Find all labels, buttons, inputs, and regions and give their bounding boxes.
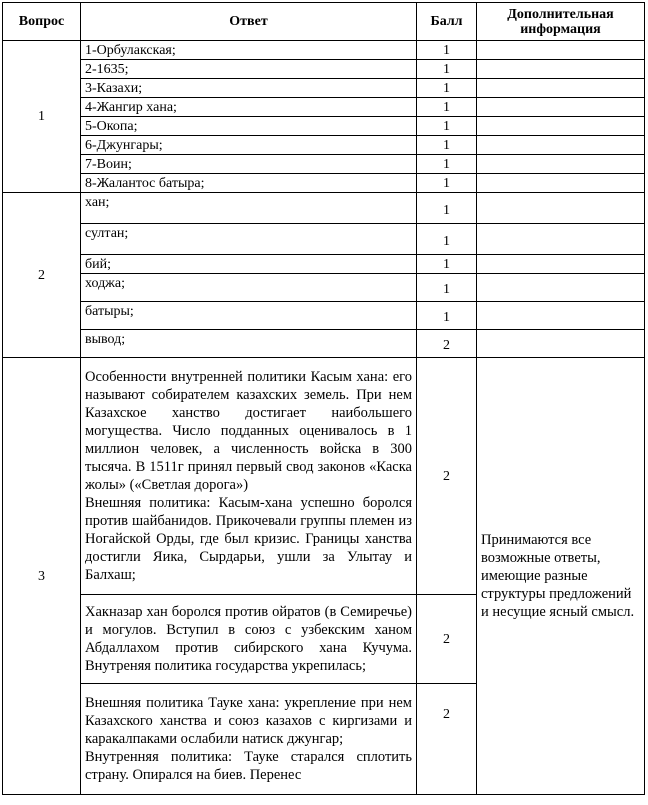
answer-cell: 1-Орбулакская; — [81, 41, 417, 60]
header-row — [3, 3, 645, 41]
answer-cell: 5-Окопа; — [81, 117, 417, 136]
answer-cell: 2-1635; — [81, 60, 417, 79]
table-row — [3, 41, 645, 60]
extra-cell — [477, 79, 645, 98]
score-cell: 1 — [417, 41, 477, 60]
extra-cell — [477, 98, 645, 117]
score-cell: 1 — [417, 274, 477, 302]
score-cell: 2 — [417, 358, 477, 595]
answer-cell: султан; — [81, 224, 417, 255]
table-row — [3, 358, 645, 595]
table-row — [3, 224, 645, 255]
answer-cell: 8-Жалантос батыра; — [81, 174, 417, 193]
score-cell: 1 — [417, 193, 477, 224]
score-cell: 1 — [417, 60, 477, 79]
table-row — [3, 255, 645, 274]
extra-cell — [477, 330, 645, 358]
answer-paragraph: Особенности внутренней политики Касым хана: его называют собирателем казахских земель. При нем Казахское ханство достигает наибольшего могущества. Число подданных оценивалось в 1 миллион человек, а численность войска в 300 тысяча. В 1511г принял первый свод законов «Каска жолы» («Светлая дорога») — [85, 369, 412, 493]
score-cell: 1 — [417, 255, 477, 274]
score-cell: 1 — [417, 79, 477, 98]
question-number-3: 3 — [3, 358, 81, 795]
score-cell: 2 — [417, 330, 477, 358]
header-extra: Дополнительная информация — [477, 3, 645, 41]
header-question: Вопрос — [3, 3, 81, 41]
answer-cell: батыры; — [81, 302, 417, 330]
answer-paragraph: Внутренняя политика: Тауке старался сплотить страну. Опирался на биев. Перенес — [85, 749, 412, 783]
extra-cell — [477, 193, 645, 224]
question-number-1: 1 — [3, 41, 81, 193]
table-row — [3, 174, 645, 193]
header-answer: Ответ — [81, 3, 417, 41]
answer-cell — [81, 358, 417, 595]
answer-cell: 3-Казахи; — [81, 79, 417, 98]
extra-cell — [477, 174, 645, 193]
table-row — [3, 274, 645, 302]
score-cell: 2 — [417, 595, 477, 684]
extra-cell — [477, 41, 645, 60]
answer-cell: хан; — [81, 193, 417, 224]
score-cell: 1 — [417, 224, 477, 255]
extra-cell — [477, 274, 645, 302]
table-row — [3, 117, 645, 136]
score-cell: 1 — [417, 117, 477, 136]
answer-paragraph: Хакназар хан боролся против ойратов (в Семиречье) и могулов. Вступил в союз с узбекским ханом Абдаллахом против сибирского хана Кучума. Внутреняя политика государства укрепилась; — [85, 604, 412, 674]
extra-cell — [477, 302, 645, 330]
answer-cell: 6-Джунгары; — [81, 136, 417, 155]
answer-key-table — [2, 2, 645, 795]
extra-cell — [477, 117, 645, 136]
extra-cell — [477, 224, 645, 255]
answer-cell: ходжа; — [81, 274, 417, 302]
score-cell: 1 — [417, 174, 477, 193]
score-cell: 1 — [417, 155, 477, 174]
answer-cell — [81, 595, 417, 684]
answer-cell: бий; — [81, 255, 417, 274]
extra-info-cell: Принимаются все возможные ответы, имеющие разные структуры предложений и несущие ясный смысл. — [477, 358, 645, 795]
question-number-2: 2 — [3, 193, 81, 358]
answer-cell: 4-Жангир хана; — [81, 98, 417, 117]
table-row — [3, 136, 645, 155]
extra-cell — [477, 60, 645, 79]
answer-cell: 7-Воин; — [81, 155, 417, 174]
score-cell: 2 — [417, 684, 477, 795]
table-row — [3, 302, 645, 330]
table-row — [3, 98, 645, 117]
score-cell: 1 — [417, 302, 477, 330]
table-row — [3, 155, 645, 174]
table-row — [3, 79, 645, 98]
answer-cell — [81, 684, 417, 795]
answer-paragraph: Внешняя политика Тауке хана: укрепление при нем Казахского ханства и союз казахов с киргизами и каракалпаками ослабили натиск джунгар; — [85, 695, 412, 747]
table-row — [3, 193, 645, 224]
score-cell: 1 — [417, 136, 477, 155]
extra-cell — [477, 136, 645, 155]
extra-cell — [477, 155, 645, 174]
header-score: Балл — [417, 3, 477, 41]
answer-paragraph: Внешняя политика: Касым-хана успешно боролся против шайбанидов. Прикочевали группы племен из Ногайской Орды, где был кризис. Границы ханства достигли Яика, Сырдарьи, ушли за Улытау и Балхаш; — [85, 495, 412, 583]
extra-cell — [477, 255, 645, 274]
score-cell: 1 — [417, 98, 477, 117]
answer-cell: вывод; — [81, 330, 417, 358]
table-row — [3, 60, 645, 79]
table-row — [3, 330, 645, 358]
